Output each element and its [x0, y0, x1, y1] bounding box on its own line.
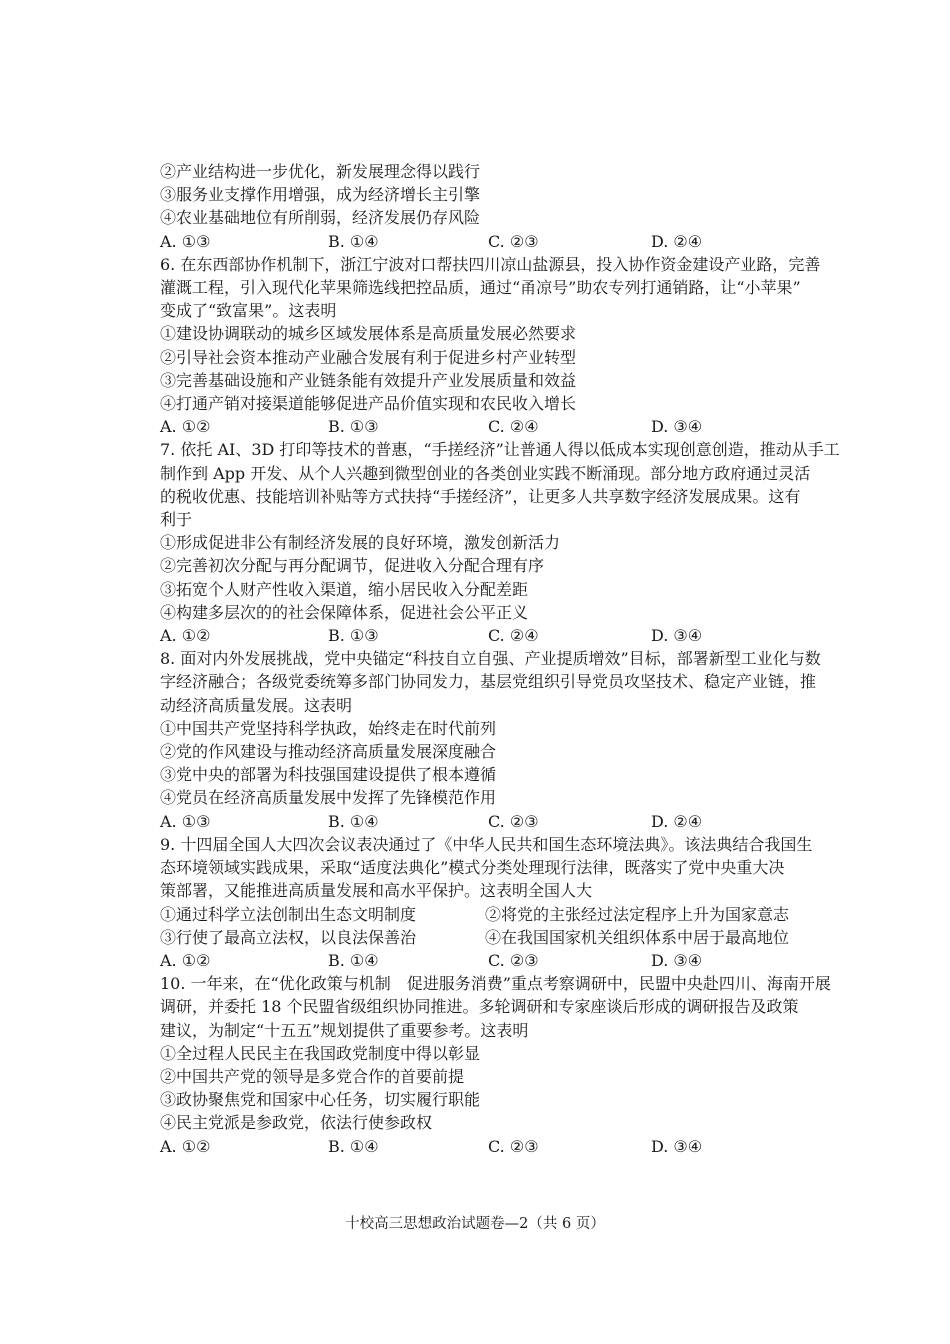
choice-b: B. ①④ [328, 950, 379, 970]
choice-a: A. ①② [160, 626, 211, 646]
question-5-continued [160, 160, 840, 253]
statement: ①形成促进非公有制经济发展的良好环境，激发创新活力 [160, 533, 561, 553]
answer-choices [160, 230, 840, 253]
statement: ②中国共产党的领导是多党合作的首要前提 [160, 1066, 465, 1086]
choice-b: B. ①④ [328, 811, 379, 831]
choice-c: C. ②③ [488, 1136, 539, 1156]
question-stem: 字经济融合；各级党委统筹多部门协同发力，基层党组织引导党员攻坚技术、稳定产业链，推 [160, 672, 817, 692]
answer-choices [160, 415, 840, 438]
choice-a: A. ①② [160, 417, 211, 437]
question-stem: 态环境领域实践成果，采取“适度法典化”模式分类处理现行法律，既落实了党中央重大决 [160, 858, 785, 878]
question-stem: 动经济高质量发展。这表明 [160, 695, 353, 715]
statement: ④民主党派是参政党，依法行使参政权 [160, 1113, 433, 1133]
choice-b: B. ①③ [328, 626, 379, 646]
choice-a: A. ①② [160, 1136, 211, 1156]
statement: ③完善基础设施和产业链条能有效提升产业发展质量和效益 [160, 370, 577, 390]
question-stem: 灌溉工程，引入现代化苹果筛选线把控品质，通过“甬凉号”助农专列打通销路，让“小苹果” [160, 278, 801, 298]
choice-c: C. ②④ [488, 417, 539, 437]
statement: ①中国共产党坚持科学执政，始终走在时代前列 [160, 718, 497, 738]
choice-c: C. ②③ [488, 811, 539, 831]
choice-c: C. ②④ [488, 626, 539, 646]
question-7 [160, 438, 840, 647]
statement: ②引导社会资本推动产业融合发展有利于促进乡村产业转型 [160, 347, 577, 367]
question-stem: 策部署，又能推进高质量发展和高水平保护。这表明全国人大 [160, 881, 593, 901]
statement: ③服务业支撑作用增强，成为经济增长主引擎 [160, 185, 481, 205]
question-stem: 制作到 App 开发、从个人兴趣到微型创业的各类创业实践不断涌现。部分地方政府通过灵活 [160, 463, 811, 483]
choice-c: C. ②③ [488, 950, 539, 970]
answer-choices [160, 1135, 840, 1158]
choice-b: B. ①④ [328, 231, 379, 251]
choice-d: D. ③④ [651, 950, 703, 970]
page-content [160, 160, 840, 1158]
statement: ④在我国国家机关组织体系中居于最高地位 [485, 927, 790, 947]
statement: ②将党的主张经过法定程序上升为国家意志 [485, 904, 790, 924]
answer-choices [160, 624, 840, 647]
choice-a: A. ①③ [160, 231, 211, 251]
question-stem: 9. 十四届全国人大四次会议表决通过了《中华人民共和国生态环境法典》。该法典结合我国生 [160, 834, 813, 854]
statement: ③拓宽个人财产性收入渠道，缩小居民收入分配差距 [160, 579, 529, 599]
answer-choices [160, 810, 840, 833]
question-6 [160, 253, 840, 439]
statement: ②党的作风建设与推动经济高质量发展深度融合 [160, 742, 497, 762]
choice-d: D. ③④ [651, 417, 703, 437]
statement: ③行使了最高立法权，以良法保善治 [160, 927, 417, 947]
statement: ④党员在经济高质量发展中发挥了先锋模范作用 [160, 788, 497, 808]
question-9 [160, 833, 840, 972]
choice-c: C. ②③ [488, 231, 539, 251]
question-stem: 调研，并委托 18 个民盟省级组织协同推进。多轮调研和专家座谈后形成的调研报告及政策 [160, 997, 799, 1017]
choice-a: A. ①③ [160, 811, 211, 831]
choice-a: A. ①② [160, 950, 211, 970]
choice-d: D. ③④ [651, 1136, 703, 1156]
statement: ③政协聚焦党和国家中心任务，切实履行职能 [160, 1090, 481, 1110]
choice-d: D. ②④ [651, 231, 703, 251]
question-stem: 7. 依托 AI、3D 打印等技术的普惠，“手搓经济”让普通人得以低成本实现创意创造，推动从手工 [160, 440, 840, 460]
choice-d: D. ③④ [651, 626, 703, 646]
question-stem: 变成了“致富果”。这表明 [160, 301, 337, 321]
question-stem: 的税收优惠、技能培训补贴等方式扶持“手搓经济”，让更多人共享数字经济发展成果。这有 [160, 486, 801, 506]
statement-row [160, 903, 840, 926]
page-footer: 十校高三思想政治试题卷—2（共 6 页） [345, 1216, 605, 1232]
statement: ①全过程人民民主在我国政党制度中得以彰显 [160, 1043, 481, 1063]
question-stem: 6. 在东西部协作机制下，浙江宁波对口帮扶四川凉山盐源县，投入协作资金建设产业路，完善 [160, 254, 821, 274]
question-stem: 8. 面对内外发展挑战，党中央锚定“科技自立自强、产业提质增效”目标，部署新型工业化与数 [160, 649, 821, 669]
choice-b: B. ①③ [328, 417, 379, 437]
statement: ④农业基础地位有所削弱，经济发展仍存风险 [160, 208, 481, 228]
statement: ①通过科学立法创制出生态文明制度 [160, 904, 417, 924]
choice-d: D. ②④ [651, 811, 703, 831]
statement: ②产业结构进一步优化，新发展理念得以践行 [160, 162, 481, 181]
statement: ③党中央的部署为科技强国建设提供了根本遵循 [160, 765, 497, 785]
answer-choices [160, 949, 840, 972]
question-8 [160, 647, 840, 833]
statement: ②完善初次分配与再分配调节，促进收入分配合理有序 [160, 556, 545, 576]
question-stem: 利于 [160, 510, 193, 530]
statement-row [160, 926, 840, 949]
question-stem: 建议，为制定“十五五”规划提供了重要参考。这表明 [160, 1020, 529, 1040]
statement: ④构建多层次的的社会保障体系，促进社会公平正义 [160, 602, 529, 622]
question-stem: 10. 一年来，在“优化政策与机制 促进服务消费”重点考察调研中，民盟中央赴四川、海南开展 [160, 974, 831, 994]
statement: ④打通产销对接渠道能够促进产品价值实现和农民收入增长 [160, 394, 577, 414]
choice-b: B. ①④ [328, 1136, 379, 1156]
statement: ①建设协调联动的城乡区域发展体系是高质量发展必然要求 [160, 324, 577, 344]
question-10 [160, 972, 840, 1158]
